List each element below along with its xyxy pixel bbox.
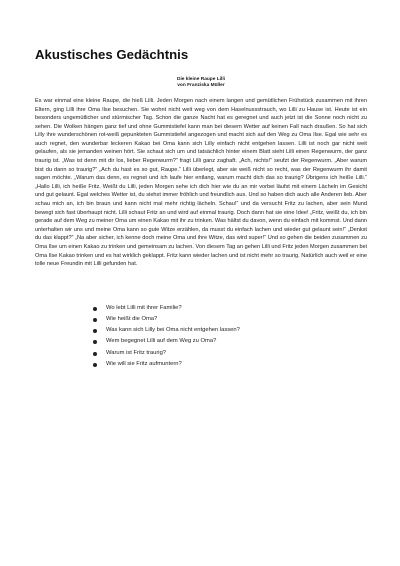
question-item	[93, 314, 367, 325]
bullet-dot-icon	[93, 352, 97, 356]
page-title: Akustisches Gedächtnis	[35, 47, 189, 62]
story-paragraph: Es war einmal eine kleine Raupe, die hieß Lilli. Jeden Morgen nach einem langen und gemütlichen Frühstück zusammen mit ihren Eltern, ging Lilli ihre Oma Ilse besuchen. Sie wohnt nicht weit weg von dem Haselnussstrauch, wo Lilli zu Hause ist. Heute ist ein besonders ungemütlicher und stürmischer Tag. Schon die ganze Nacht hat es geregnet und auch jetzt ist die Sonne noch nicht zu sehen. Die Wolken hängen ganz tief und ohne Gummistiefel kann man bei diesem Wetter auf keinen Fall nach draußen. So hat sich Lilly ihre wunderschönen rot-weiß gepunkteten Gummistiefel angezogen und macht sich auf den Weg zu Oma Ilse. Egal wie sehr es auch regnet, den wunderbar leckeren Kakao bei Oma kann sich Lilly einfach nicht entgehen lassen. Lilli ist noch gar nicht weit gelaufen, als sie jemanden weinen hört. Sie schaut sich um und tatsächlich hinter einem Blatt sieht Lilli einen Regenwurm, der ganz traurig ist. „Was ist denn mit dir los, lieber Regenwurm?“ fragt Lilli ganz zaghaft. „Ach, nichts!“ seufzt der Regenwurm. „Aber warum bist du dann so traurig?“ „Ach du hast es so gut, Raupe.“ Lilli überlegt, aber sie weiß nicht so recht, was der Regenwurm ihr damit sagen möchte. „Warum das denn, es regnet und ich laufe hier entlang, warum macht dich das so traurig? Übrigens ich heiße Lilli.“ „Hallo Lilli, ich heiße Fritz. Weißt du Lilli, jeden Morgen sehe ich dich hier wie du an mir vorbei läufst mit einem Lächeln im Gesicht und gut gelaunt. Egal welches Wetter ist, du siehst immer fröhlich und freundlich aus. Und so haben dich auch alle Anderen lieb. Aber schau mich an, ich bin braun und kann nicht mal mehr richtig lächeln. Schau!“ und da versucht Fritz zu lachen, aber sein Mund bewegt sich fast überhaupt nicht. Lilli schaut Fritz an und wird auf einmal traurig. Doch dann hat sie eine Idee! „Fritz, weißt du, ich bin gerade auf dem Weg zu meiner Oma um einen Kakao mit ihr zu trinken. Was hältst du davon, wenn du einfach mit kommst. Und dann unterhalten wir uns und meine Oma kann so gute Witze erzählen, da musst du einfach lachen und wieder gut gelaunt sein!“ „Denkst du das klappt?“ „Na aber sicher, ich kenne doch meine Oma und ihre Witze, das wird super!“ Und so gehen die beiden zusammen zu Oma Ilse um einen Kakao zu trinken und gemeinsam zu lachen. Von diesem Tag an gehen Lilli und Fritz jeden Morgen zusammen bei Oma Ilse Kakao trinken und es hat wirklich geklappt. Fritz kann wieder lachen und ist nicht mehr so traurig. Natürlich auch weil er eine tolle neue Freundin mit Lilli gefunden hat.	[35, 97, 367, 268]
bullet-dot-icon	[93, 363, 97, 367]
question-text: Was kann sich Lilly bei Oma nicht entgehen lassen?	[106, 327, 240, 334]
question-text: Wie heißt die Oma?	[106, 316, 158, 322]
question-item	[93, 303, 367, 314]
story-author: von Franziska Müller	[177, 82, 225, 88]
story-body	[35, 97, 367, 269]
question-text: Wie will sie Fritz aufmuntern?	[106, 360, 182, 367]
question-item	[93, 325, 367, 336]
question-text: Wem begegnet Lilli auf dem Weg zu Oma?	[106, 338, 217, 345]
question-item	[93, 336, 367, 347]
bullet-dot-icon	[93, 329, 97, 333]
question-text: Warum ist Fritz traurig?	[106, 349, 167, 356]
bullet-dot-icon	[93, 307, 97, 311]
question-item	[93, 359, 367, 370]
question-list	[35, 303, 367, 370]
bullet-dot-icon	[93, 318, 97, 322]
story-header	[35, 77, 367, 89]
question-text: Wo lebt Lilli mit ihrer Familie?	[106, 304, 182, 311]
story-title: Die kleine Raupe Lilli	[177, 76, 225, 82]
question-item	[93, 348, 367, 359]
bullet-dot-icon	[93, 340, 97, 344]
